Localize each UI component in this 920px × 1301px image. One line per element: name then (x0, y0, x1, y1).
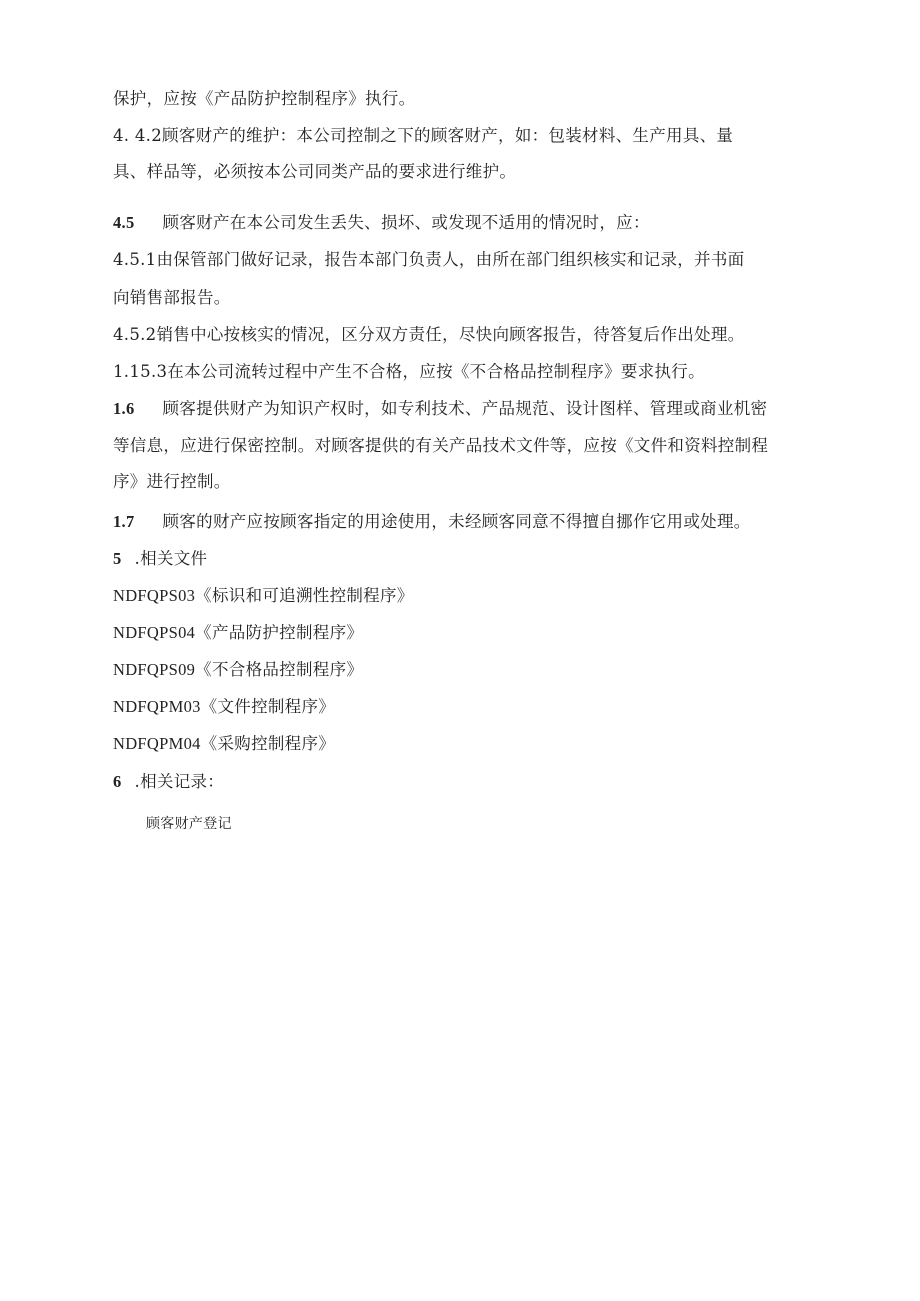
section-number: 1.7 (113, 512, 135, 531)
line-text: 顾客财产在本公司发生丢失、损坏、或发现不适用的情况时，应： (162, 213, 650, 232)
line-text: .相关记录： (134, 772, 225, 791)
heading-line (113, 771, 224, 793)
paragraph-line (113, 161, 516, 183)
record-line (146, 813, 232, 835)
line-text: 保护，应按《产品防护控制程序》执行。 (113, 89, 416, 108)
paragraph-line (113, 88, 415, 110)
line-text: 向销售部报告。 (113, 288, 231, 307)
paragraph-line (113, 287, 231, 309)
section-number: 5 (113, 549, 122, 568)
section-line (113, 212, 650, 234)
paragraph-line (113, 125, 733, 147)
line-text: 4.5.2销售中心按核实的情况，区分双方责任，尽快向顾客报告，待答复后作出处理。 (113, 325, 745, 344)
line-text: 等信息，应进行保密控制。对顾客提供的有关产品技术文件等，应按《文件和资料控制程 (113, 436, 769, 455)
line-text: 顾客财产登记 (146, 816, 232, 832)
line-text: 1.15.3在本公司流转过程中产生不合格，应按《不合格品控制程序》要求执行。 (113, 362, 705, 381)
paragraph-line (113, 324, 744, 346)
line-text: 顾客的财产应按顾客指定的用途使用，未经顾客同意不得擅自挪作它用或处理。 (162, 512, 751, 531)
section-number: 6 (113, 772, 122, 791)
reference-line (113, 585, 414, 607)
section-line (113, 511, 751, 533)
line-text: 具、样品等，必须按本公司同类产品的要求进行维护。 (113, 162, 517, 181)
heading-line (113, 548, 207, 570)
section-number: 4.5 (113, 213, 135, 232)
line-text: NDFQPS03《标识和可追溯性控制程序》 (113, 586, 414, 605)
paragraph-line (113, 471, 231, 493)
paragraph-line (113, 249, 744, 271)
line-text: 序》进行控制。 (113, 472, 231, 491)
line-text: NDFQPM03《文件控制程序》 (113, 697, 336, 716)
line-text: .相关文件 (134, 549, 208, 568)
line-text: NDFQPS09《不合格品控制程序》 (113, 660, 364, 679)
paragraph-line (113, 361, 705, 383)
line-text: 4.5.1由保管部门做好记录，报告本部门负责人，由所在部门组织核实和记录，并书面 (113, 250, 745, 269)
reference-line (113, 696, 335, 718)
line-text: 4. 4.2顾客财产的维护：本公司控制之下的顾客财产，如：包装材料、生产用具、量 (113, 126, 734, 145)
line-text: NDFQPM04《采购控制程序》 (113, 734, 336, 753)
reference-line (113, 733, 335, 755)
reference-line (113, 622, 363, 644)
line-text: NDFQPS04《产品防护控制程序》 (113, 623, 364, 642)
paragraph-line (113, 435, 768, 457)
section-line (113, 398, 767, 420)
section-number: 1.6 (113, 399, 135, 418)
line-text: 顾客提供财产为知识产权时，如专利技术、产品规范、设计图样、管理或商业机密 (162, 399, 768, 418)
reference-line (113, 659, 363, 681)
